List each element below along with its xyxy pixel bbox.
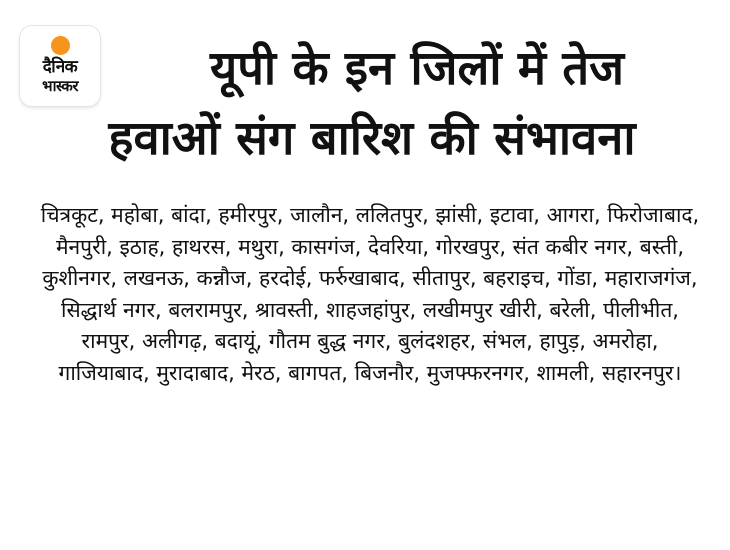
district-list: चित्रकूट, महोबा, बांदा, हमीरपुर, जालौन, ललितपुर, झांसी, इटावा, आगरा, फिरोजाबाद, मैनपुरी, इठाह, हाथरस, मथुरा, कासगंज, देवरिया, गोरखपुर, संत कबीर नगर, बस्ती, कुशीनगर, लखनऊ, कन्नौज, हरदोई, फर्रुखाबाद, सीतापुर, बहराइच, गोंडा, महाराजगंज, सिद्धार्थ नगर, बलरामपुर, श्रावस्ती, शाहजहांपुर, लखीमपुर खीरी, बरेली, पीलीभीत, रामपुर, अलीगढ़, बदायूं, गौतम बुद्ध नगर, बुलंदशहर, संभल, हापुड़, अमरोहा, गाजियाबाद, मुरादाबाद, मेरठ, बागपत, बिजनौर, मुजफ्फरनगर, शामली, सहारनपुर। (40, 203, 700, 385)
logo-text-line1: दैनिक (42, 57, 78, 77)
headline-line2: हवाओं संग बारिश की संभावना (108, 111, 636, 166)
headline-line1: यूपी के इन जिलों में तेज (209, 41, 625, 96)
logo-text-line2: भास्कर (42, 77, 78, 95)
headline (22, 34, 722, 174)
